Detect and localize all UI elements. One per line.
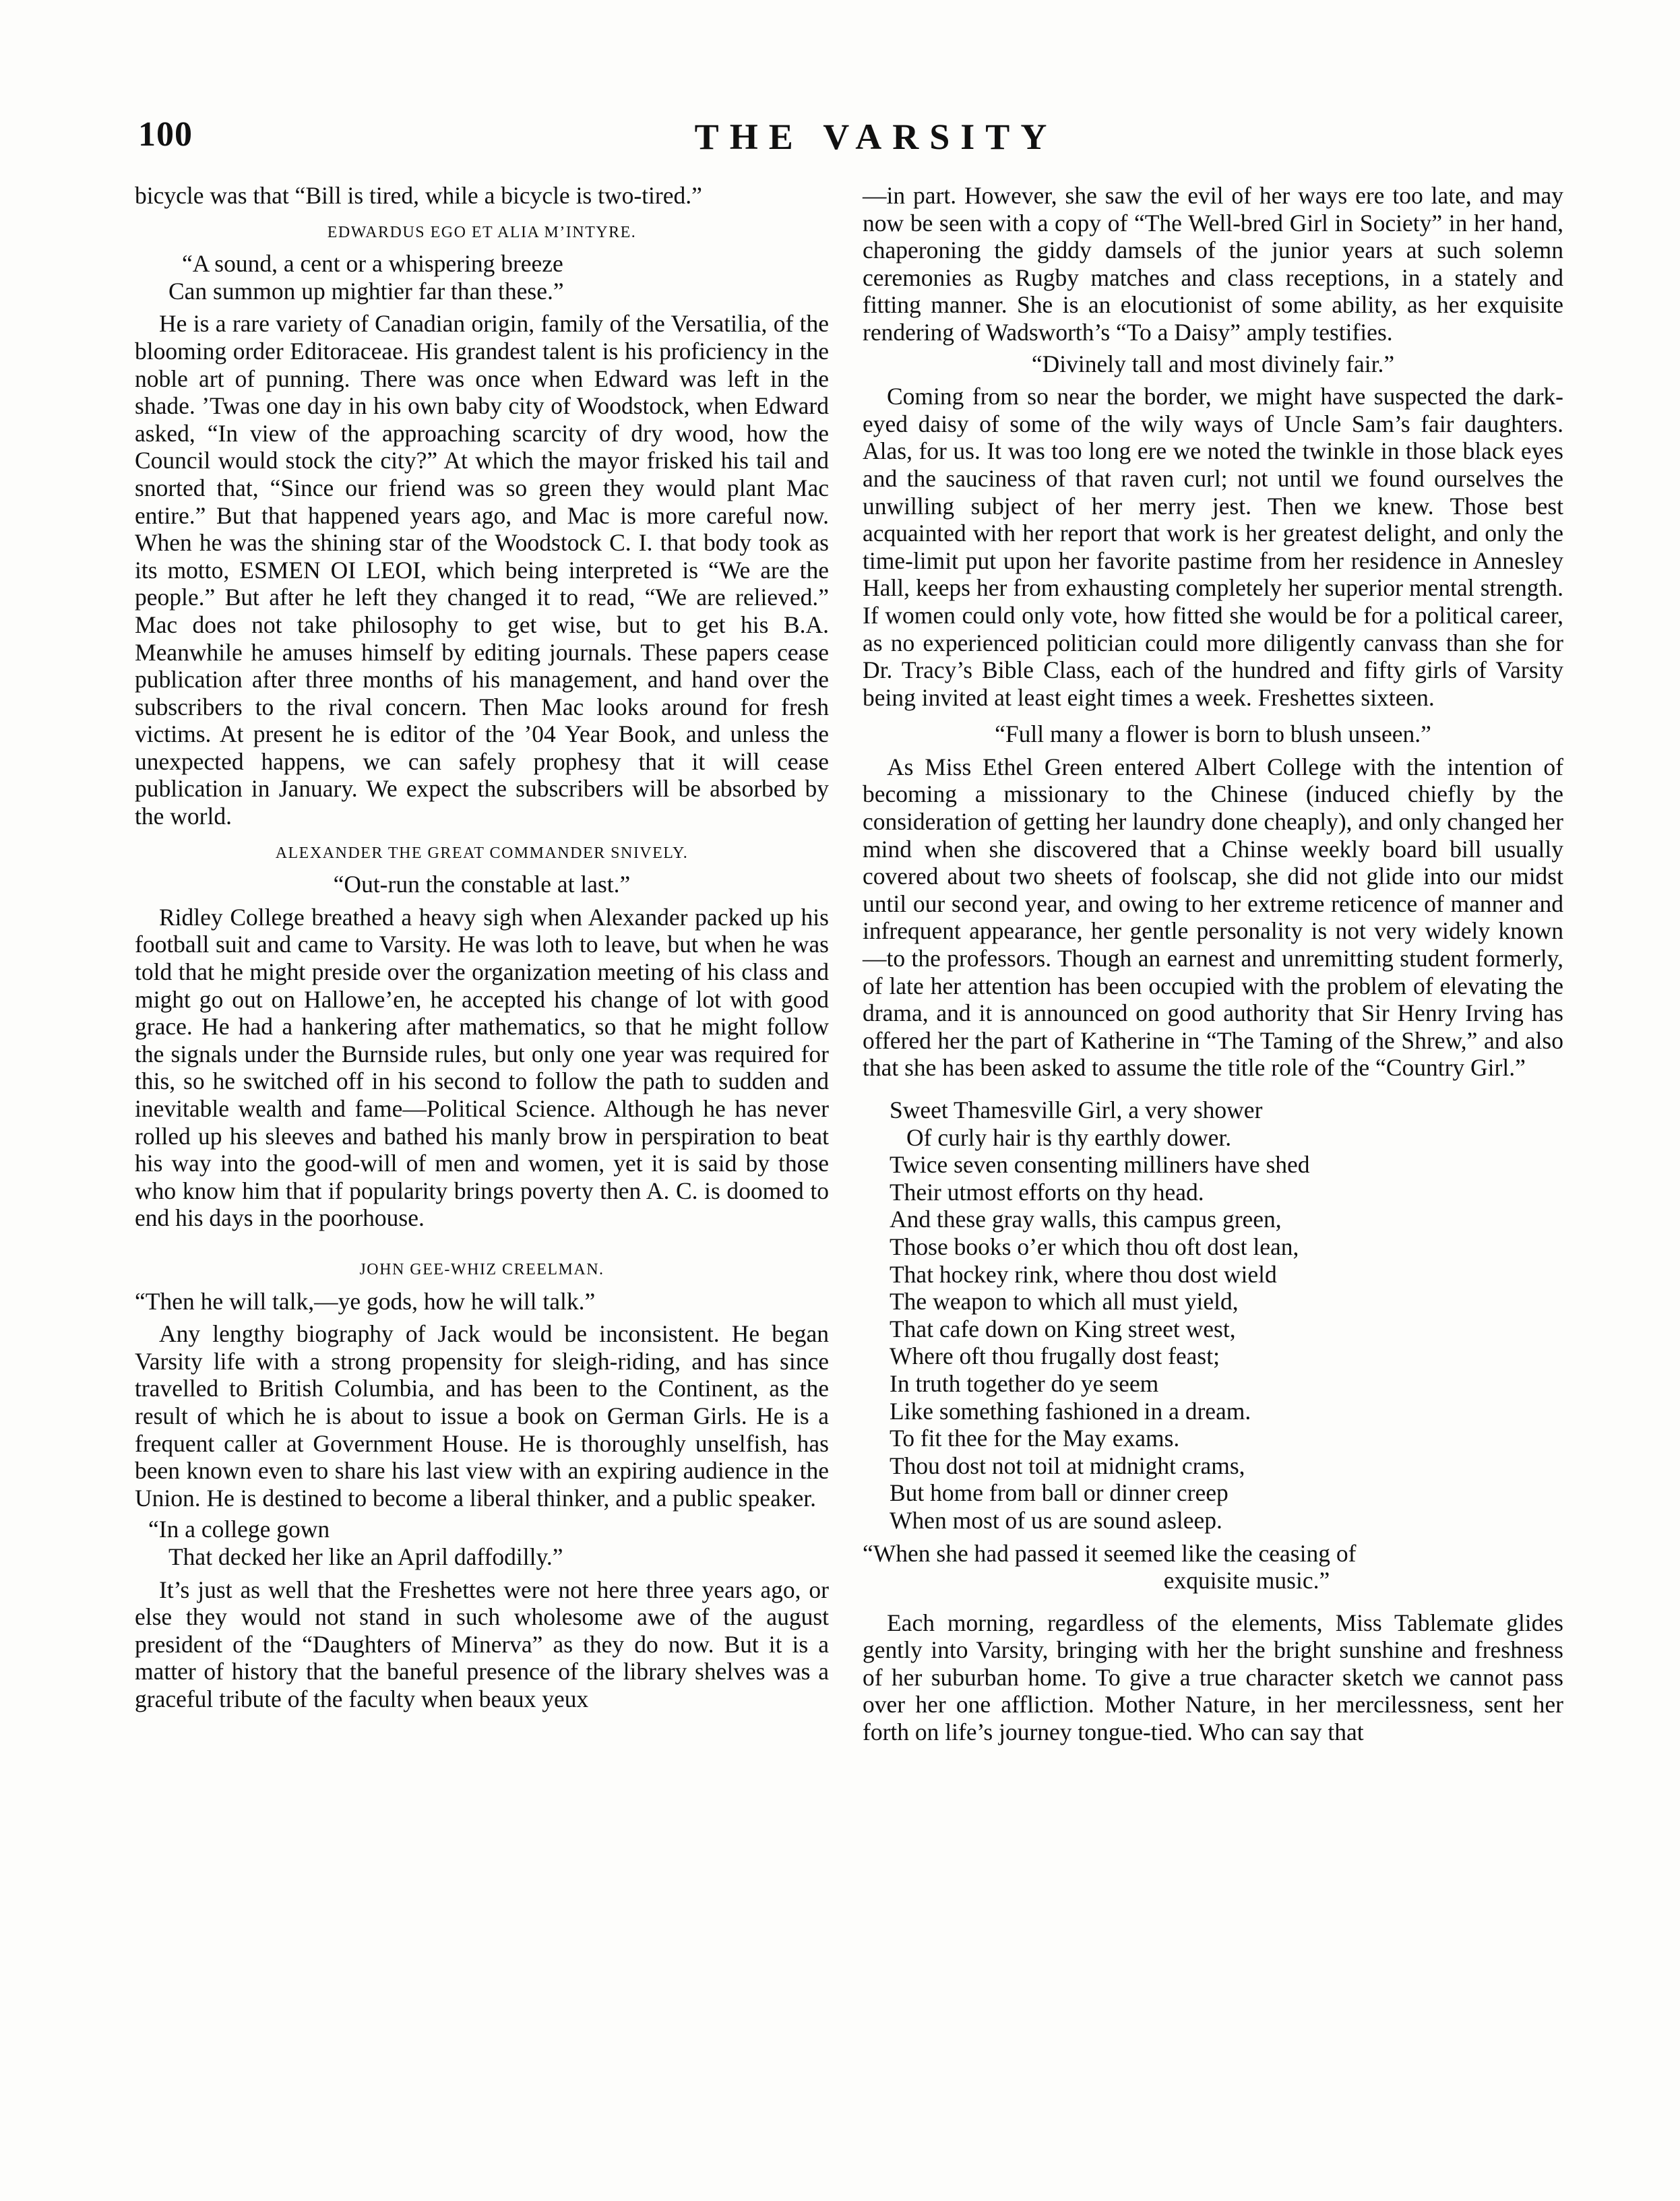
poem-line: Like something fashioned in a dream.: [890, 1397, 1251, 1425]
epigraph-line: Can summon up mightier far than these.”: [168, 277, 564, 305]
paragraph: Coming from so near the border, we might have suspected the dark-eyed daisy of some of the wily ways of Uncle Sam’s fair daughters. Alas, for us. It was too long ere we noted the twinkle in those black eyes and the sauciness of that raven curl; not until we found ourselves the unwilling subject of her merry jest. Then we knew. Those best acquainted with her report that work is her greatest delight, and only the time-limit put upon her favorite pastime from her residence in Annesley Hall, keeps her from exhausting completely her superior mental strength. If women could only vote, how fitted she would be for a political career, as no experienced politician could more diligently canvass than she for Dr. Tracy’s Bible Class, each of the hundred and fifty girls of Varsity being invited at least eight times a week. Freshettes sixteen.: [863, 383, 1563, 711]
poem-line: Thou dost not toil at midnight crams,: [890, 1452, 1245, 1479]
paragraph: —in part. However, she saw the evil of her ways ere too late, and may now be seen with a copy of “The Well-bred Girl in Society” in her hand, chaperoning the giddy damsels of the junior years at such solemn ceremonies as Rugby matches and class receptions, in a stately and fitting manner. She is an elocutionist of some ability, as her exquisite rendering of Wadsworth’s “To a Daisy” amply testifies.: [863, 182, 1563, 346]
poem-line: Of curly hair is thy earthly dower.: [906, 1123, 1232, 1151]
epigraph: “Then he will talk,—ye gods, how he will talk.”: [135, 1287, 596, 1315]
epigraph-line: “When she had passed it seemed like the ceasing of: [863, 1539, 1357, 1567]
epigraph: [135, 1516, 829, 1570]
section-heading: EDWARDUS EGO ET ALIA M’INTYRE.: [327, 223, 637, 241]
right-column: [863, 182, 1563, 1746]
paragraph: He is a rare variety of Canadian origin, family of the Versatilia, of the blooming order Editoraceae. His grandest talent is his proficiency in the noble art of punning. There was once when Edward was left in the shade. ’Twas one day in his own baby city of Woodstock, when Edward asked, “In view of the approaching scarcity of dry wood, how the Council would stock the city?” At which the mayor frisked his tail and snorted that, “Since our friend was so green they would plant Mac entire.” But that happened years ago, and Mac is more careful now. When he was the shining star of the Woodstock C. I. that body took as its motto, ESMEN OI LEOI, which being interpreted is “We are the people.” But after he left they changed it to read, “We are relieved.” Mac does not take philosophy to get wise, but to get his B.A. Meanwhile he amuses himself by editing journals. These papers cease publication after three months of his management, and hand over the subscribers to the rival concern. Then Mac looks around for fresh victims. At present he is editor of the ’04 Year Book, and unless the unexpected happens, we can safely prophesy that it will cease publication in January. We expect the subscribers will be absorbed by the world.: [135, 310, 829, 830]
paragraph: bicycle was that “Bill is tired, while a bicycle is two-tired.”: [135, 182, 702, 209]
epigraph: “Out-run the constable at last.”: [333, 871, 631, 898]
poem-line: But home from ball or dinner creep: [890, 1479, 1228, 1507]
poem-line: To fit thee for the May exams.: [890, 1425, 1180, 1452]
epigraph: “Full many a flower is born to blush unseen.”: [995, 720, 1431, 748]
poem-line: Twice seven consenting milliners have shed: [890, 1151, 1310, 1179]
section-heading: JOHN GEE-WHIZ CREELMAN.: [359, 1260, 604, 1278]
poem-line: The weapon to which all must yield,: [890, 1288, 1239, 1315]
poem-line: When most of us are sound asleep.: [890, 1506, 1222, 1534]
poem-line: Where oft thou frugally dost feast;: [890, 1342, 1220, 1370]
epigraph: [863, 1540, 1563, 1594]
epigraph-line: “In a college gown: [148, 1516, 330, 1543]
page-number: 100: [138, 115, 193, 154]
poem-line: And these gray walls, this campus green,: [890, 1206, 1282, 1233]
epigraph-line: “A sound, a cent or a whispering breeze: [182, 250, 563, 278]
poem-line: Sweet Thamesville Girl, a very shower: [890, 1096, 1263, 1123]
paragraph: It’s just as well that the Freshettes were not here three years ago, or else they would not stand in such wholesome awe of the august president of the “Daughters of Minerva” as they do now. But it is a matter of history that the baneful presence of the library shelves was a graceful tribute of the faculty when beaux yeux: [135, 1576, 829, 1712]
poem-line: That hockey rink, where thou dost wield: [890, 1260, 1277, 1288]
left-column: [135, 182, 829, 1712]
paragraph: Any lengthy biography of Jack would be inconsistent. He began Varsity life with a strong propensity for sleigh-riding, and has since travelled to British Columbia, and has been to the Continent, as the result of which he is about to issue a book on German Girls. He is a frequent caller at Government House. He is thoroughly unselfish, has been known even to share his last view with an expiring audience in the Union. He is destined to become a liberal thinker, and a public speaker.: [135, 1320, 829, 1512]
epigraph: [135, 250, 829, 305]
paragraph: Ridley College breathed a heavy sigh when Alexander packed up his football suit and came to Varsity. He was loth to leave, but when he was told that he might preside over the organization meeting of his class and might go out on Hallowe’en, he accepted his change of lot with good grace. He had a hankering after mathematics, so that he might follow the signals under the Burnside rules, but only one year was required for this, so he switched off in his second to follow the path to sudden and inevitable wealth and fame—Political Science. Although he has never rolled up his sleeves and bathed his manly brow in perspiration to beat his way into the good-will of men and women, yet it is said by those who know him that if popularity brings poverty then A. C. is doomed to end his days in the poorhouse.: [135, 903, 829, 1232]
epigraph-line: exquisite music.”: [1163, 1567, 1330, 1594]
poem-line: Those books o’er which thou oft dost lean,: [890, 1233, 1299, 1260]
poem-line: That cafe down on King street west,: [890, 1315, 1236, 1342]
section-heading: ALEXANDER THE GREAT COMMANDER SNIVELY.: [275, 844, 689, 862]
poem: [890, 1096, 1563, 1534]
epigraph-line: That decked her like an April daffodilly.”: [168, 1543, 563, 1570]
paragraph: Each morning, regardless of the elements, Miss Tablemate glides gently into Varsity, bringing with her the bright sunshine and freshness of her suburban home. To give a true character sketch we cannot pass over her one affliction. Mother Nature, in her mercilessness, sent her forth on life’s journey tongue-tied. Who can say that: [863, 1609, 1563, 1746]
masthead-title: THE VARSITY: [694, 117, 1058, 157]
paragraph: As Miss Ethel Green entered Albert College with the intention of becoming a missionary to the Chinese (induced chiefly by the consideration of getting her laundry done cheaply), and only changed her mind when she discovered that a Chinse weekly board bill usually covered about two sheets of foolscap, she did not glide into our midst until our second year, and owing to her extreme reticence of manner and infrequent appearance, her gentle personality is not very widely known—to the professors. Though an earnest and unremitting student formerly, of late her attention has been occupied with the problem of elevating the drama, and it is announced on good authority that Sir Henry Irving has offered her the part of Katherine in “The Taming of the Shrew,” and also that she has been asked to assume the title role of the “Country Girl.”: [863, 753, 1563, 1082]
poem-line: Their utmost efforts on thy head.: [890, 1178, 1204, 1206]
poem-line: In truth together do ye seem: [890, 1369, 1159, 1397]
epigraph: “Divinely tall and most divinely fair.”: [1031, 350, 1395, 377]
